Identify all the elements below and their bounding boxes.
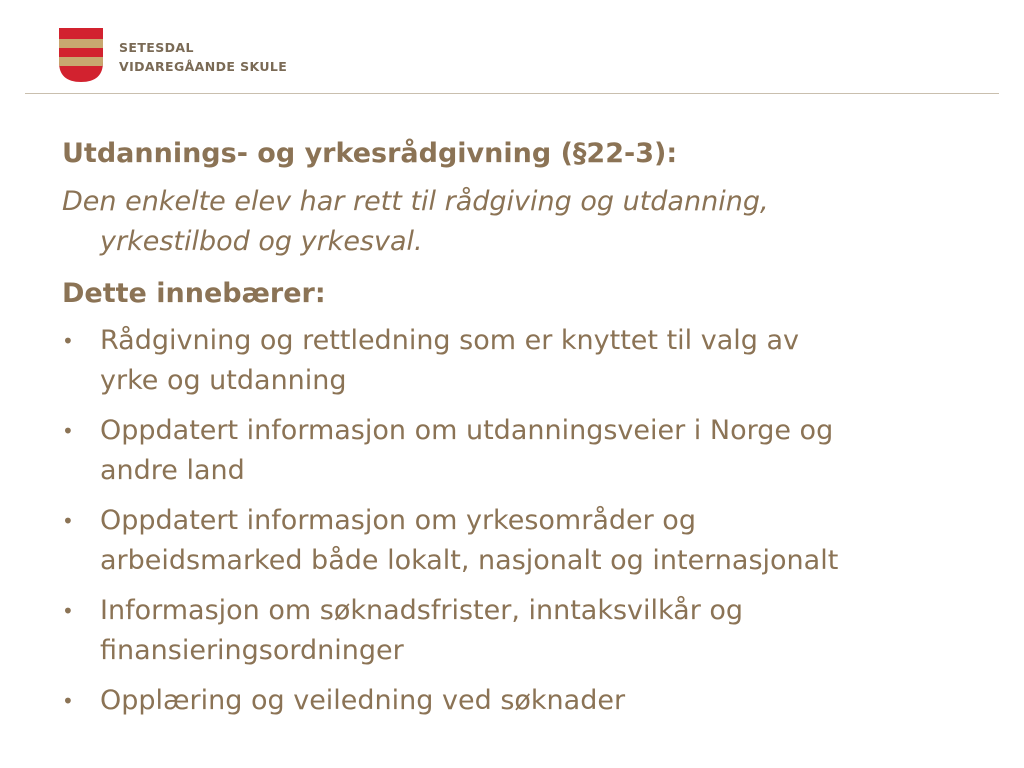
school-name [119,38,287,76]
coat-of-arms-icon [59,28,103,82]
list-item-line2: arbeidsmarked både lokalt, nasjonalt og internasjonalt [100,545,839,576]
rights-statement-line2: yrkestilbod og yrkesval. [100,226,423,257]
header-divider [25,93,999,94]
list-item-line1: Informasjon om søknadsfrister, inntaksvilkår og [100,595,744,626]
list-item [62,681,962,721]
rights-statement [62,182,962,262]
list-item [62,411,962,491]
bullet-icon: • [62,689,74,713]
slide-body [62,134,962,731]
list-item [62,501,962,581]
list-item [62,591,962,671]
bullet-icon: • [62,419,74,443]
slide-header [0,0,1024,94]
school-name-line2: VIDAREGÅANDE SKULE [119,59,288,74]
slide-heading: Utdannings- og yrkesrådgivning (§22-3): [62,138,678,169]
list-item-line2: andre land [100,455,245,486]
list-item-line2: finansieringsordninger [100,635,404,666]
list-item-line1: Rådgivning og rettledning som er knyttet til valg av [100,325,800,356]
list-item-line1: Opplæring og veiledning ved søknader [100,685,626,716]
list-item-line1: Oppdatert informasjon om utdanningsveier i Norge og [100,415,834,446]
list-item-line2: yrke og utdanning [100,365,347,396]
list-item [62,321,962,401]
rights-statement-line1: Den enkelte elev har rett til rådgiving og utdanning, [62,186,769,217]
bullet-icon: • [62,329,74,353]
bullet-icon: • [62,599,74,623]
bullet-icon: • [62,509,74,533]
list-item-line1: Oppdatert informasjon om yrkesområder og [100,505,696,536]
bullet-list [62,321,962,721]
subheading: Dette innebærer: [62,278,326,309]
school-name-line1: SETESDAL [119,40,194,55]
